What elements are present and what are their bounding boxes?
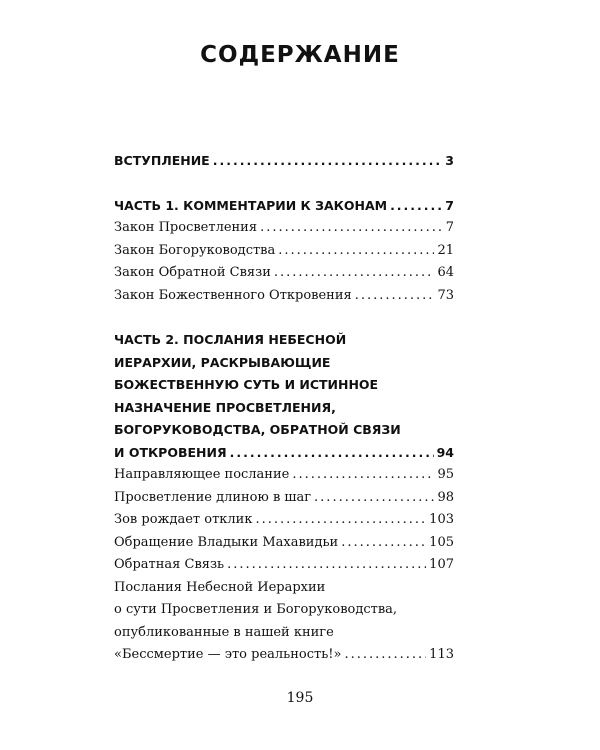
toc-part2-heading-line: НАЗНАЧЕНИЕ ПРОСВЕТЛЕНИЯ, bbox=[114, 399, 336, 415]
toc-entry bbox=[114, 644, 454, 667]
toc-entry-label: «Бессмертие — это реальность!» bbox=[114, 647, 342, 662]
toc-entry bbox=[114, 532, 454, 555]
toc-part2-heading-line: БОГОРУКОВОДСТВА, ОБРАТНОЙ СВЯЗИ bbox=[114, 422, 401, 437]
page-title: СОДЕРЖАНИЕ bbox=[200, 42, 400, 68]
toc-part2-heading-line: БОЖЕСТВЕННУЮ СУТЬ И ИСТИННОЕ bbox=[114, 377, 379, 392]
toc-entry-page: 73 bbox=[437, 287, 454, 303]
toc-entry-page: 105 bbox=[429, 534, 454, 550]
leader-dots bbox=[278, 240, 434, 263]
leader-dots bbox=[227, 554, 426, 577]
leader-dots bbox=[292, 464, 434, 487]
toc-multi-entry-line: Послания Небесной Иерархии bbox=[114, 579, 326, 595]
leader-dots bbox=[274, 262, 435, 285]
toc-entry-page: 98 bbox=[437, 489, 454, 505]
toc-entry bbox=[114, 509, 454, 532]
toc-entry-label: ЧАСТЬ 1. КОММЕНТАРИИ К ЗАКОНАМ bbox=[114, 197, 388, 213]
toc-entry-page: 95 bbox=[437, 467, 454, 482]
leader-dots bbox=[390, 195, 442, 218]
toc-entry bbox=[114, 487, 454, 510]
toc-part2-heading-line: ИЕРАРХИИ, РАСКРЫВАЮЩИЕ bbox=[114, 354, 331, 370]
toc-multi-entry-line: о сути Просветления и Богоруководства, bbox=[114, 602, 398, 617]
leader-dots bbox=[344, 644, 426, 667]
leader-dots bbox=[341, 532, 426, 555]
toc-entry-label: Направляющее послание bbox=[114, 467, 290, 482]
leader-dots bbox=[230, 442, 434, 465]
toc-entry-label: Закон Обратной Связи bbox=[114, 265, 271, 280]
toc-entry-label: Обратная Связь bbox=[114, 557, 225, 572]
leader-dots bbox=[314, 487, 434, 510]
toc-part2-heading-line: ЧАСТЬ 2. ПОСЛАНИЯ НЕБЕСНОЙ bbox=[114, 332, 347, 347]
toc-entry-intro bbox=[114, 150, 454, 173]
leader-dots bbox=[355, 285, 435, 308]
toc-entry bbox=[114, 262, 454, 285]
toc-entry-label: Зов рождает отклик bbox=[114, 512, 253, 527]
toc-entry-page: 107 bbox=[429, 557, 454, 572]
toc-entry-part2 bbox=[114, 442, 454, 465]
toc-entry-part1 bbox=[114, 195, 454, 218]
leader-dots bbox=[255, 509, 426, 532]
toc-multi-entry-line: опубликованные в нашей книге bbox=[114, 624, 334, 640]
toc-entry-label: И ОТКРОВЕНИЯ bbox=[114, 444, 227, 460]
toc-entry bbox=[114, 285, 454, 308]
page-number: 195 bbox=[286, 690, 314, 706]
toc-entry-page: 64 bbox=[437, 265, 454, 280]
toc-entry-label: Просветление длиною в шаг bbox=[114, 489, 312, 505]
toc-entry bbox=[114, 217, 454, 240]
toc-entry bbox=[114, 240, 454, 263]
toc-entry-page: 103 bbox=[429, 512, 454, 527]
leader-dots bbox=[260, 217, 443, 240]
toc-entry-label: Закон Богоруководства bbox=[114, 242, 276, 258]
toc-entry-label: Закон Божественного Откровения bbox=[114, 287, 352, 303]
toc-entry bbox=[114, 464, 454, 487]
toc-entry-page: 7 bbox=[445, 220, 454, 235]
toc-entry-label: Обращение Владыки Махавидьи bbox=[114, 534, 339, 550]
toc-entry bbox=[114, 554, 454, 577]
toc-entry-label: ВСТУПЛЕНИЕ bbox=[114, 153, 210, 168]
toc-entry-page: 3 bbox=[445, 153, 454, 168]
toc-entry-page: 113 bbox=[429, 647, 454, 662]
leader-dots bbox=[213, 150, 443, 173]
toc-entry-page: 94 bbox=[436, 444, 454, 460]
toc-entry-page: 21 bbox=[437, 242, 454, 258]
toc-entry-label: Закон Просветления bbox=[114, 220, 258, 235]
table-of-contents bbox=[114, 150, 454, 667]
toc-entry-page: 7 bbox=[445, 197, 454, 213]
